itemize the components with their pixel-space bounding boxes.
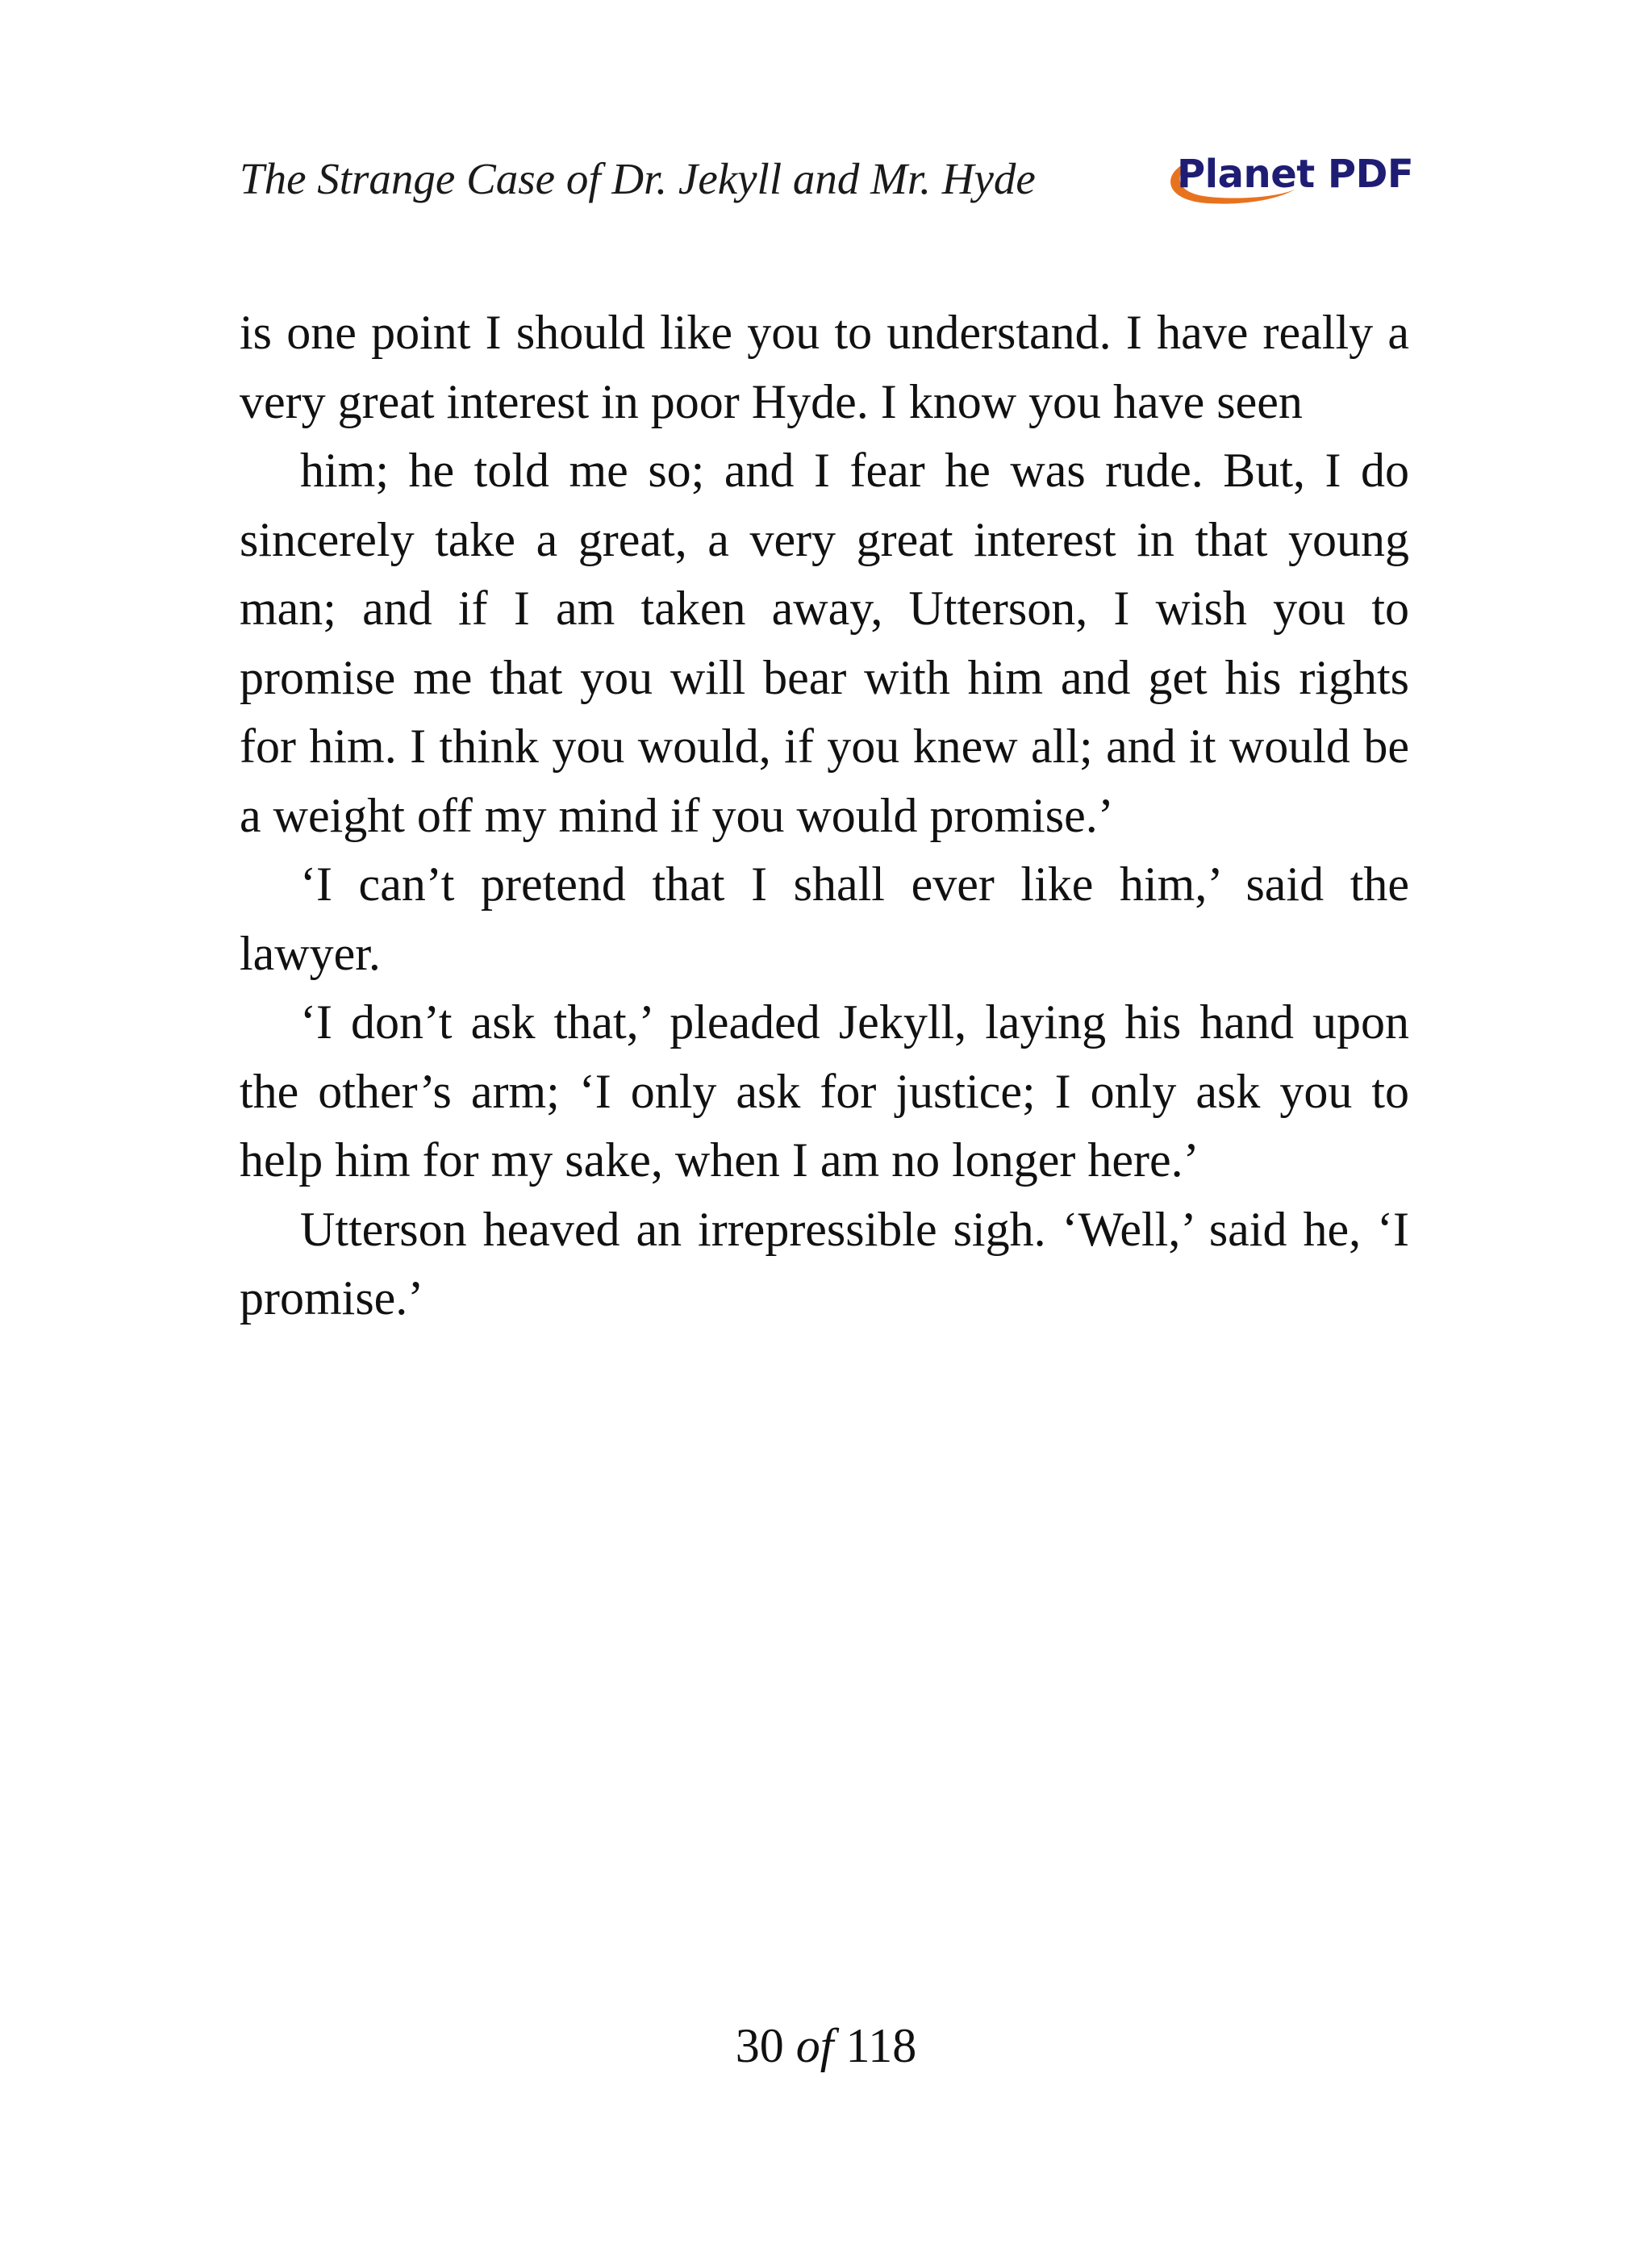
page-of-label: of [795, 2019, 834, 2072]
paragraph: ‘I can’t pretend that I shall ever like him,’ said the lawyer. [240, 857, 1409, 980]
paragraph: him; he told me so; and I fear he was rude. But, I do sincerely take a great, a very great interest in that young man; and if I am taken away, Utterson, I wish you to promise me that you will bear with him and get his rights for him. I think you would, if you knew all; and it would be a weight off my mind if you would promise.’ [240, 444, 1409, 842]
page-current: 30 [735, 2019, 784, 2072]
book-title: The Strange Case of Dr. Jekyll and Mr. Hyde [240, 154, 1036, 203]
paragraph: Utterson heaved an irrepressible sigh. ‘Well,’ said he, ‘I promise.’ [240, 1202, 1409, 1325]
page-body [240, 298, 1409, 1333]
planet-pdf-logo [1159, 147, 1414, 211]
logo-text: Planet PDF [1177, 152, 1414, 197]
page-header [240, 147, 1414, 211]
page-number [0, 2013, 1652, 2078]
paragraph: ‘I don’t ask that,’ pleaded Jekyll, laying his hand upon the other’s arm; ‘I only ask for justice; I only ask you to help him for my sake, when I am no longer here.’ [240, 995, 1409, 1187]
page-total: 118 [845, 2019, 917, 2072]
paragraph: is one point I should like you to understand. I have really a very great interest in poor Hyde. I know you have seen [240, 306, 1409, 428]
